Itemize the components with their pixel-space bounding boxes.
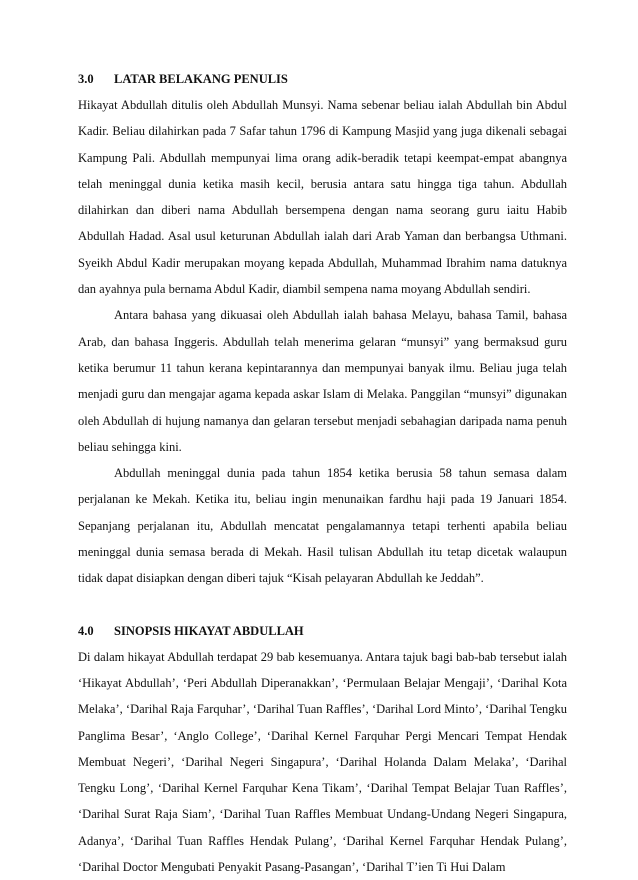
section-title: SINOPSIS HIKAYAT ABDULLAH	[114, 623, 304, 638]
section-title: LATAR BELAKANG PENULIS	[114, 72, 288, 86]
section-number: 3.0	[78, 72, 94, 86]
document-page	[78, 66, 567, 880]
section-heading-4	[78, 618, 567, 644]
paragraph-background-2: Antara bahasa yang dikuasai oleh Abdullah ialah bahasa Melayu, bahasa Tamil, bahasa Arab, dan bahasa Inggeris. Abdullah telah menerima gelaran “munsyi” yang bermaksud guru ketika berumur 11 tahun kerana kepintarannya dan mempunyai banyak ilmu. Beliau juga telah menjadi guru dan mengajar agama kepada askar Islam di Melaka. Panggilan “munsyi” digunakan oleh Abdullah di hujung namanya dan gelaran tersebut menjadi sebahagian daripada nama penuh beliau sehingga kini.	[78, 308, 567, 454]
paragraph-background-1: Hikayat Abdullah ditulis oleh Abdullah Munsyi. Nama sebenar beliau ialah Abdullah bin Abdul Kadir. Beliau dilahirkan pada 7 Safar tahun 1796 di Kampung Masjid yang juga dikenali sebagai Kampung Pali. Abdullah mempunyai lima orang adik-beradik tetapi keempat-empat abangnya telah meninggal dunia ketika masih kecil, berusia antara satu hingga tiga tahun. Abdullah dilahirkan dan diberi nama Abdullah bersempena dengan nama seorang guru iaitu Habib Abdullah Hadad. Asal usul keturunan Abdullah ialah dari Arab Yaman dan berbangsa Uthmani. Syeikh Abdul Kadir merupakan moyang kepada Abdullah, Muhammad Ibrahim nama datuknya dan ayahnya pula bernama Abdul Kadir, diambil sempena nama moyang Abdullah sendiri.	[78, 98, 567, 297]
paragraph-background-3: Abdullah meninggal dunia pada tahun 1854 ketika berusia 58 tahun semasa dalam perjalanan ke Mekah. Ketika itu, beliau ingin menunaikan fardhu haji pada 19 Januari 1854. Sepanjang perjalanan itu, Abdullah mencatat pengalamannya tetapi terhenti apabila beliau meninggal dunia semasa berada di Mekah. Hasil tulisan Abdullah itu tetap dicetak walaupun tidak dapat disiapkan dengan diberi tajuk “Kisah pelayaran Abdullah ke Jeddah”.	[78, 466, 567, 586]
paragraph-synopsis-1: Di dalam hikayat Abdullah terdapat 29 bab kesemuanya. Antara tajuk bagi bab-bab tersebut ialah ‘Hikayat Abdullah’, ‘Peri Abdullah Diperanakkan’, ‘Permulaan Belajar Mengaji’, ‘Darihal Kota Melaka’, ‘Darihal Raja Farquhar’, ‘Darihal Tuan Raffles’, ‘Darihal Lord Minto’, ‘Darihal Tengku Panglima Besar’, ‘Anglo College’, ‘Darihal Kernel Farquhar Pergi Mencari Tempat Hendak Membuat Negeri’, ‘Darihal Negeri Singapura’, ‘Darihal Holanda Dalam Melaka’, ‘Darihal Tengku Long’, ‘Darihal Kernel Farquhar Kena Tikam’, ‘Darihal Tempat Belajar Tuan Raffles’, ‘Darihal Surat Raja Siam’, ‘Darihal Tuan Raffles Membuat Undang-Undang Negeri Singapura, Adanya’, ‘Darihal Tuan Raffles Hendak Pulang’, ‘Darihal Kernel Farquhar Hendak Pulang’, ‘Darihal Doctor Mengubati Penyakit Pasang-Pasangan’, ‘Darihal T’ien Ti Hui Dalam	[78, 649, 567, 875]
section-number: 4.0	[78, 623, 94, 638]
section-heading-3	[78, 66, 567, 92]
section-spacer	[78, 592, 567, 618]
